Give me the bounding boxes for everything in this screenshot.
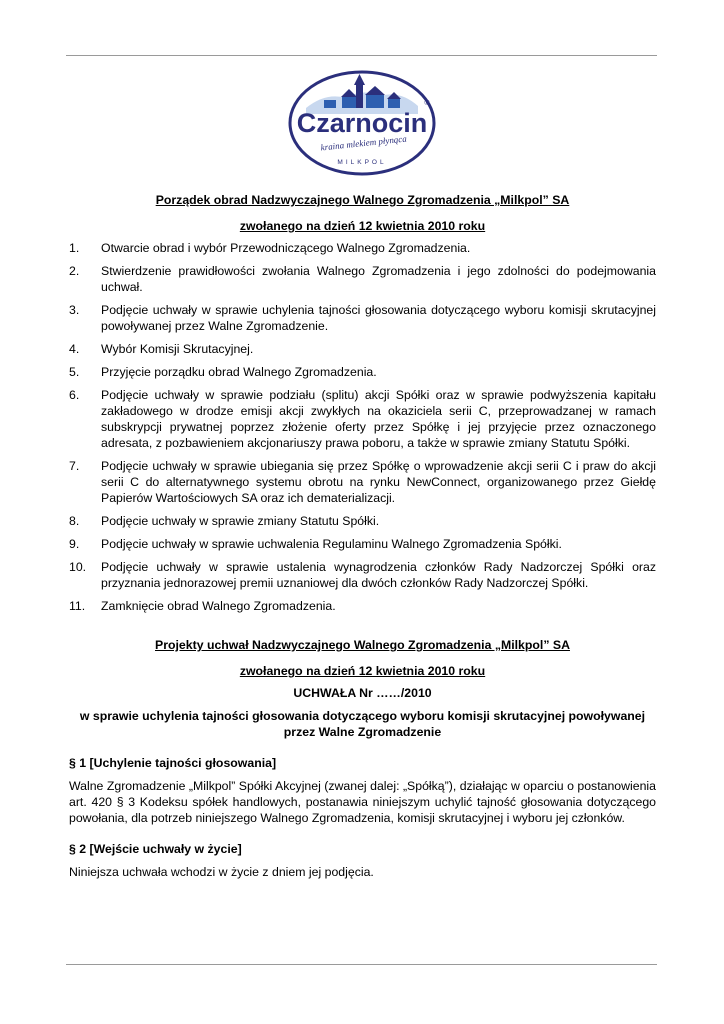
section-1-title: § 1 [Uchylenie tajności głosowania] — [69, 756, 277, 770]
agenda-item-text: Wybór Komisji Skrutacyjnej. — [101, 342, 254, 356]
agenda-item — [69, 513, 656, 529]
agenda-item-number: 7. — [69, 459, 80, 473]
section-2-title: § 2 [Wejście uchwały w życie] — [69, 842, 242, 856]
resolutions-title: Projekty uchwał Nadzwyczajnego Walnego Zgromadzenia „Milkpol” SA — [155, 638, 570, 652]
agenda-item-text: Podjęcie uchwały w sprawie uchwalenia Regulaminu Walnego Zgromadzenia Spółki. — [101, 537, 562, 551]
agenda-item-text: Przyjęcie porządku obrad Walnego Zgromadzenia. — [101, 365, 377, 379]
agenda-date: zwołanego na dzień 12 kwietnia 2010 roku — [239, 219, 486, 233]
agenda-title: Porządek obrad Nadzwyczajnego Walnego Zgromadzenia „Milkpol” SA — [155, 193, 570, 207]
resolution-number: UCHWAŁA Nr ……/2010 — [293, 686, 432, 700]
agenda-item-text: Podjęcie uchwały w sprawie ubiegania się przez Spółkę o wprowadzenie akcji serii C i praw do akcji serii C do alternatywnego systemu obrotu na rynku NewConnect, organizowanego przez Giełdę Papierów Wartościowych SA oraz ich dematerializacji. — [101, 459, 656, 505]
agenda-item — [69, 387, 656, 451]
agenda-list — [69, 240, 656, 614]
agenda-item — [69, 240, 656, 256]
agenda-item-number: 2. — [69, 264, 80, 278]
agenda-item-number: 5. — [69, 365, 80, 379]
section-1-text: Walne Zgromadzenie „Milkpol” Spółki Akcyjnej (zwanej dalej: „Spółką”), działając w oparciu o postanowienia art. 420 § 3 Kodeksu spółek handlowych, postanawia niniejszym uchylić tajność głosowania dotyczącego powołania, dla potrzeb niniejszego Walnego Zgromadzenia, komisji skrutacyjnej i wyboru jej członków. — [69, 779, 656, 825]
agenda-item-number: 1. — [69, 241, 80, 255]
agenda-item-text: Podjęcie uchwały w sprawie zmiany Statutu Spółki. — [101, 514, 380, 528]
agenda-item-text: Stwierdzenie prawidłowości zwołania Walnego Zgromadzenia i jego zdolności do podejmowania uchwał. — [101, 264, 656, 294]
agenda-item-number: 9. — [69, 537, 80, 551]
agenda-item-number: 3. — [69, 303, 80, 317]
resolutions-date: zwołanego na dzień 12 kwietnia 2010 roku — [239, 664, 486, 678]
agenda-item-number: 11. — [69, 599, 86, 613]
czarnocin-logo — [286, 68, 438, 178]
agenda-item — [69, 341, 656, 357]
agenda-item-text: Zamknięcie obrad Walnego Zgromadzenia. — [101, 599, 336, 613]
section-2-text: Niniejsza uchwała wchodzi w życie z dniem jej podjęcia. — [69, 865, 374, 879]
agenda-item — [69, 263, 656, 295]
agenda-item — [69, 302, 656, 334]
agenda-item-number: 8. — [69, 514, 80, 528]
agenda-item — [69, 536, 656, 552]
agenda-item-number: 6. — [69, 388, 80, 402]
agenda-item-text: Podjęcie uchwały w sprawie ustalenia wynagrodzenia członków Rady Nadzorczej Spółki oraz przyznania jednorazowej premii uznaniowej dla dwóch członków Rady Nadzorczej Spółki. — [101, 560, 656, 590]
agenda-item-number: 4. — [69, 342, 80, 356]
footer-rule — [66, 964, 657, 965]
agenda-item — [69, 458, 656, 506]
agenda-item-text: Podjęcie uchwały w sprawie podziału (splitu) akcji Spółki oraz w sprawie podwyższenia kapitału zakładowego w drodze emisji akcji zwykłych na okaziciela serii C, przeprowadzanej w ramach subskrypcji prywatnej poprzez złożenie oferty przez Spółkę i jej przyjęcie przez oznaczonego adresata, z pozbawieniem akcjonariuszy prawa poboru, a także w sprawie zmiany Statutu Spółki. — [101, 388, 656, 450]
agenda-item-text: Podjęcie uchwały w sprawie uchylenia tajności głosowania dotyczącego wyboru komisji skrutacyjnej powoływanej przez Walne Zgromadzenie. — [101, 303, 656, 333]
registered-mark: ® — [424, 100, 430, 107]
logo-name: Czarnocin — [296, 108, 428, 138]
logo-brand: MILKPOL — [337, 159, 387, 166]
agenda-item — [69, 364, 656, 380]
agenda-item — [69, 559, 656, 591]
document-body — [69, 192, 656, 880]
logo-tagline: kraina mlekiem płynąca — [320, 133, 408, 153]
agenda-item — [69, 598, 656, 614]
agenda-item-text: Otwarcie obrad i wybór Przewodniczącego Walnego Zgromadzenia. — [101, 241, 471, 255]
resolution-subject: w sprawie uchylenia tajności głosowania dotyczącego wyboru komisji skrutacyjnej powoływanej przez Walne Zgromadzenie — [79, 709, 646, 739]
agenda-item-number: 10. — [69, 560, 87, 574]
header-rule — [66, 55, 657, 56]
